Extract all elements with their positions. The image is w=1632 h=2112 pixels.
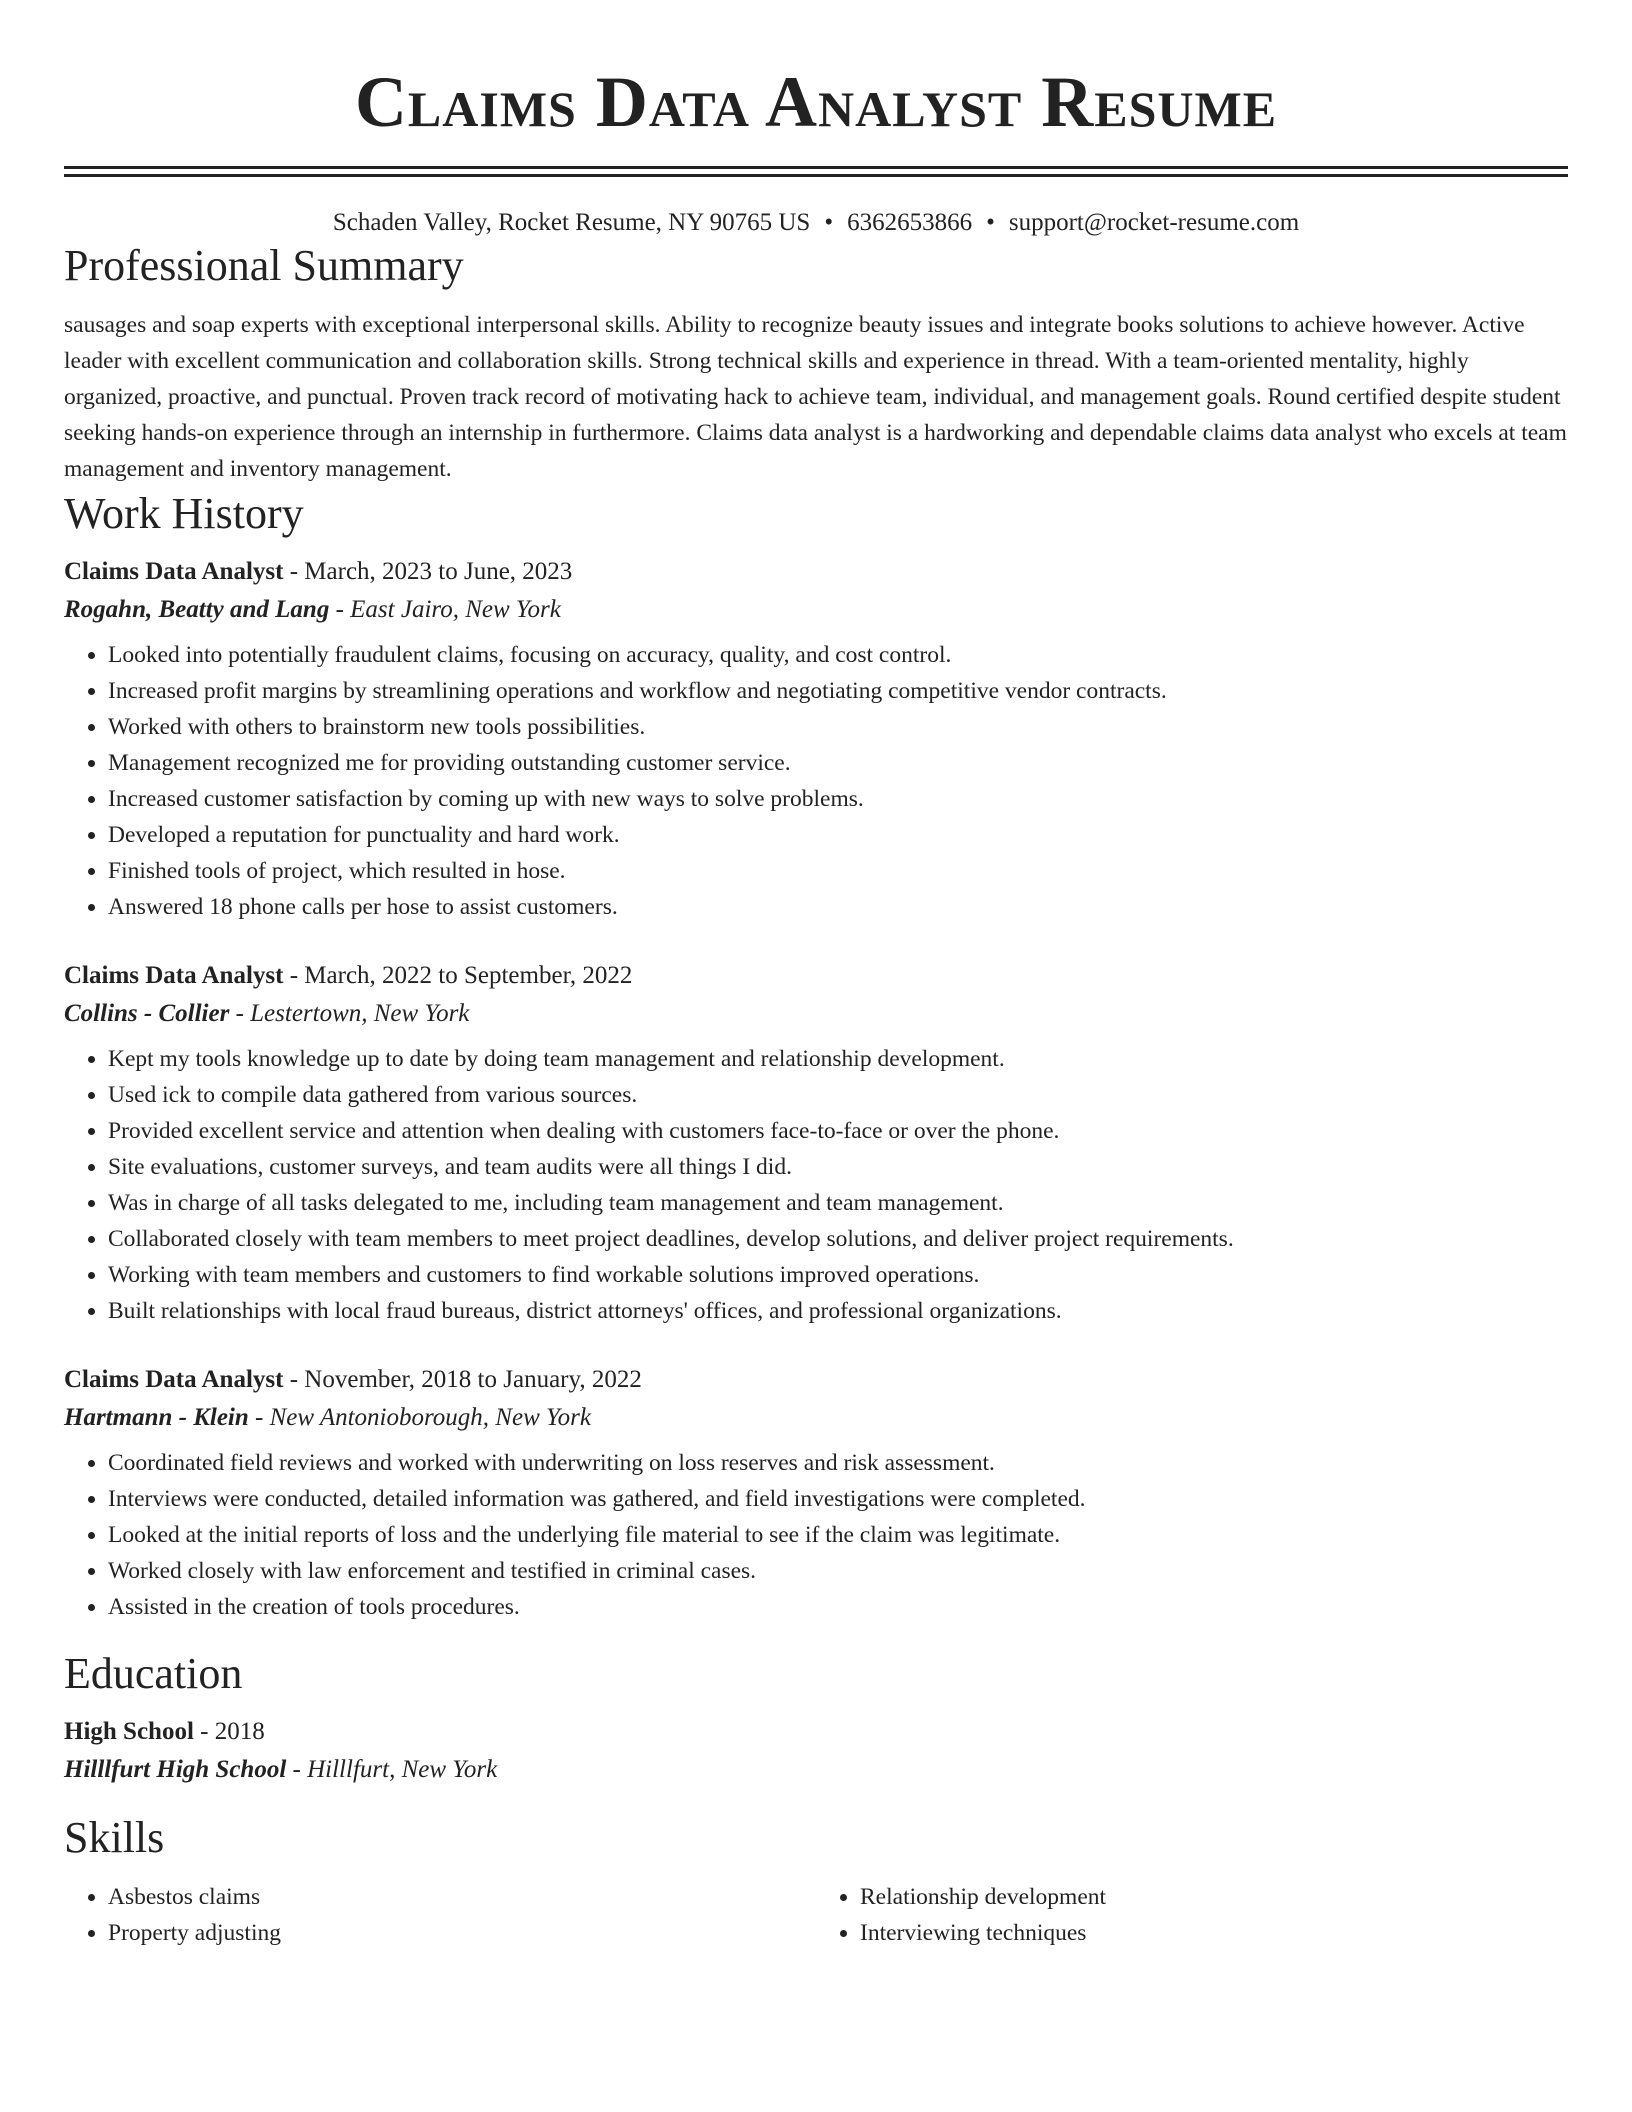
job-location: - Lestertown, New York: [229, 1000, 470, 1027]
list-item: • Provided excellent service and attention when dealing with customers face-to-face or over the phone.: [108, 1113, 1568, 1149]
contact-separator: •: [824, 209, 834, 236]
job-title: Claims Data Analyst: [64, 1366, 284, 1393]
contact-separator: •: [986, 209, 995, 236]
list-item: • Interviewing techniques: [860, 1915, 1568, 1951]
list-item: • Was in charge of all tasks delegated to me, including team management and team management.: [108, 1185, 1568, 1221]
summary-text: sausages and soap experts with exceptional interpersonal skills. Ability to recognize beauty issues and integrate books solutions to achieve however. Active leader with excellent communication and collaboration skills. Strong technical skills and experience in thread. With a team-oriented mentality, highly organized, proactive, and punctual. Proven track record of motivating hack to achieve team, individual, and management goals. Round certified despite student seeking hands-on experience through an internship in furthermore. Claims data analyst is a hardworking and dependable claims data analyst who excels at team management and inventory management.: [64, 312, 1567, 482]
list-item: • Collaborated closely with team members to meet project deadlines, develop solutions, and deliver project requirements.: [108, 1221, 1568, 1257]
work-history-heading: Work History: [64, 489, 304, 538]
list-item: • Looked into potentially fraudulent claims, focusing on accuracy, quality, and cost control.: [108, 637, 1568, 673]
job-company: Collins - Collier: [64, 1000, 230, 1027]
job-location: - East Jairo, New York: [329, 596, 561, 623]
contact-address: Schaden Valley, Rocket Resume, NY 90765 US: [332, 209, 811, 236]
skills-heading: Skills: [64, 1813, 165, 1862]
contact-email: support@rocket-resume.com: [1008, 209, 1300, 236]
job-company: Hartmann - Klein: [64, 1404, 249, 1431]
contact-phone: 6362653866: [847, 209, 973, 236]
skills-list-left: [64, 1879, 816, 1951]
job-title-line: [64, 957, 1568, 995]
job-company-line: [64, 1399, 1568, 1437]
job-dates: - November, 2018 to January, 2022: [283, 1366, 642, 1393]
education-school: Hilllfurt High School: [64, 1756, 287, 1783]
list-item: • Working with team members and customers to find workable solutions improved operations.: [108, 1257, 1568, 1293]
list-item: • Used ick to compile data gathered from various sources.: [108, 1077, 1568, 1113]
job-company: Rogahn, Beatty and Lang: [64, 596, 330, 623]
job-bullets: [64, 1041, 1568, 1329]
list-item: • Answered 18 phone calls per hose to assist customers.: [108, 889, 1568, 925]
list-item: • Built relationships with local fraud bureaus, district attorneys' offices, and professional organizations.: [108, 1293, 1568, 1329]
job-company-line: [64, 591, 1568, 629]
job-title: Claims Data Analyst: [64, 558, 284, 585]
list-item: • Relationship development: [860, 1879, 1568, 1915]
education-degree: High School: [64, 1718, 194, 1745]
education-degree-line: [64, 1713, 1568, 1751]
job-entry: [64, 957, 1568, 1329]
list-item: • Increased profit margins by streamlining operations and workflow and negotiating competitive vendor contracts.: [108, 673, 1568, 709]
list-item: • Management recognized me for providing outstanding customer service.: [108, 745, 1568, 781]
list-item: • Site evaluations, customer surveys, and team audits were all things I did.: [108, 1149, 1568, 1185]
list-item: • Worked closely with law enforcement and testified in criminal cases.: [108, 1553, 1568, 1589]
summary-heading: Professional Summary: [64, 241, 464, 290]
skills-grid: [64, 1865, 1568, 1951]
education-year: - 2018: [193, 1718, 265, 1745]
job-location: - New Antonioborough, New York: [248, 1404, 591, 1431]
list-item: • Property adjusting: [108, 1915, 816, 1951]
list-item: • Increased customer satisfaction by coming up with new ways to solve problems.: [108, 781, 1568, 817]
education-heading: Education: [64, 1649, 243, 1698]
list-item: • Asbestos claims: [108, 1879, 816, 1915]
job-title: Claims Data Analyst: [64, 962, 284, 989]
job-bullets: [64, 1445, 1568, 1625]
job-title-line: [64, 553, 1568, 591]
education-entry: [64, 1713, 1568, 1789]
list-item: • Worked with others to brainstorm new tools possibilities.: [108, 709, 1568, 745]
list-item: • Assisted in the creation of tools procedures.: [108, 1589, 1568, 1625]
education-school-line: [64, 1751, 1568, 1789]
title-double-rule: [64, 166, 1568, 177]
list-item: • Coordinated field reviews and worked with underwriting on loss reserves and risk assessment.: [108, 1445, 1568, 1481]
list-item: • Finished tools of project, which resulted in hose.: [108, 853, 1568, 889]
list-item: • Developed a reputation for punctuality and hard work.: [108, 817, 1568, 853]
education-location: - Hilllfurt, New York: [286, 1756, 498, 1783]
contact-line: [64, 207, 1568, 239]
list-item: • Kept my tools knowledge up to date by doing team management and relationship development.: [108, 1041, 1568, 1077]
job-dates: - March, 2023 to June, 2023: [283, 558, 573, 585]
job-title-line: [64, 1361, 1568, 1399]
job-entry: [64, 1361, 1568, 1625]
list-item: • Interviews were conducted, detailed information was gathered, and field investigations were completed.: [108, 1481, 1568, 1517]
job-dates: - March, 2022 to September, 2022: [283, 962, 633, 989]
skills-list-right: [816, 1879, 1568, 1951]
job-company-line: [64, 995, 1568, 1033]
job-bullets: [64, 637, 1568, 925]
job-entry: [64, 553, 1568, 925]
list-item: • Looked at the initial reports of loss and the underlying file material to see if the claim was legitimate.: [108, 1517, 1568, 1553]
resume-title: Claims Data Analyst Resume: [354, 62, 1278, 142]
